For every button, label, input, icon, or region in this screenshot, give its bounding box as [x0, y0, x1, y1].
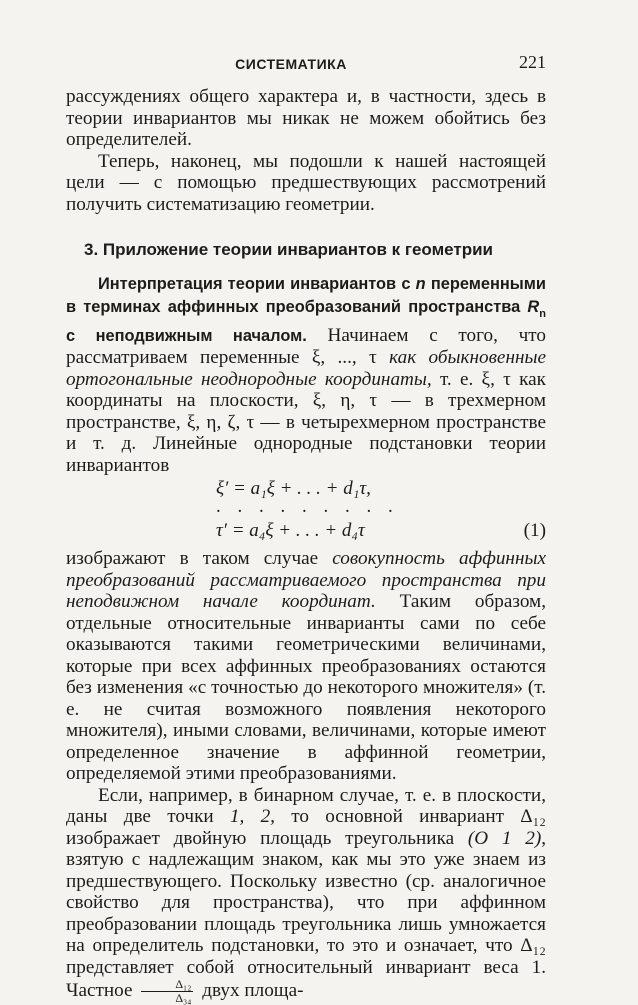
fraction-denominator: Δ₃₄ [175, 991, 192, 1005]
lead-space-symbol: R [527, 297, 540, 316]
page-header [66, 52, 546, 76]
paragraph-3 [66, 273, 546, 476]
p5-italic-points: 1, 2, [229, 806, 275, 828]
paragraph-4 [66, 548, 546, 785]
formula-line-1: ξ′ = a₁ξ + . . . + d₁τ, [216, 478, 371, 500]
running-head: СИСТЕМАТИКА [235, 56, 347, 72]
p5-text-4: двух площа- [197, 980, 304, 1002]
book-page [66, 52, 546, 1005]
lead-bold-text-1: Интерпретация теории инвариантов с [98, 275, 416, 293]
lead-bold-text-3: с неподвижным началом. [66, 326, 307, 345]
paragraph-5 [66, 785, 546, 1005]
equation-number: (1) [523, 520, 546, 542]
section-heading: 3. Приложение теории инвариантов к геометрии [84, 240, 494, 259]
formula-block [66, 478, 546, 544]
p3-text-1: Начинаем с того, что рассматриваем переменные ξ, ..., τ [66, 324, 546, 369]
lead-variable-n: n [415, 275, 426, 293]
paragraph-2: Теперь, наконец, мы подошли к нашей настоящей цели — с помощью предшествующих рассмотрений получить систематизацию геометрии. [66, 150, 546, 215]
p5-italic-triangle: (O 1 2) [467, 827, 542, 849]
p5-text-2: то основной инвариант Δ₁₂ изображает двойную площадь треугольника [66, 806, 546, 849]
page-number: 221 [519, 52, 546, 72]
lead-space-subscript: n [539, 307, 546, 320]
fraction [141, 978, 193, 1005]
p3-text-2: т. е. ξ, τ как координаты на плоскости, ξ, η, τ — в трехмерном пространстве, ξ, η, ζ, τ — в четырехмерном пространстве и т. д. Линейные однородные подстановки теории инвариантов [66, 368, 546, 476]
formula-line-3: τ′ = a₄ξ + . . . + d₄τ [216, 520, 365, 542]
p3-italic-1: как обыкновенные ортогональные неоднородные координаты, [66, 347, 546, 390]
p4-text-2: Таким образом, отдельные относительные инварианты сами по себе оказываются такими геометрическими величинами, которые при всех аффинных преобразованиях остаются без изменения «с точностью до некоторого множителя» (т. е. не считая возможного появления некоторого множителя), иными словами, величинами, которые имеют определенное значение в аффинной геометрии, определяемой этими преобразованиями. [66, 591, 546, 785]
p4-italic-1: совокупность аффинных преобразований рассматриваемого пространства при неподвижном начале координат. [66, 548, 546, 613]
lead-bold-text-2: переменными в терминах аффинных преобразований пространства [66, 275, 546, 316]
formula-line-2: . . . . . . . . . [216, 496, 399, 518]
fraction-numerator: Δ₁₂ [141, 978, 193, 992]
p5-text-3: , взятую с надлежащим знаком, как мы это уже знаем из предшествующего. Поскольку известно (ср. аналогичное свойство для пространства), что при аффинном преобразовании площадь треугольника лишь умножается на определитель подстановки, то это и означает, что Δ₁₂ представляет собой относительный инвариант веса 1. Частное [66, 827, 547, 1002]
p5-text-1: Если, например, в бинарном случае, т. е. в плоскости, даны две точки [66, 784, 546, 828]
paragraph-1: рассуждениях общего характера и, в частности, здесь в теории инвариантов мы никак не можем обойтись без определителей. [66, 86, 546, 150]
p4-text-1: изображают в таком случае [66, 548, 333, 570]
